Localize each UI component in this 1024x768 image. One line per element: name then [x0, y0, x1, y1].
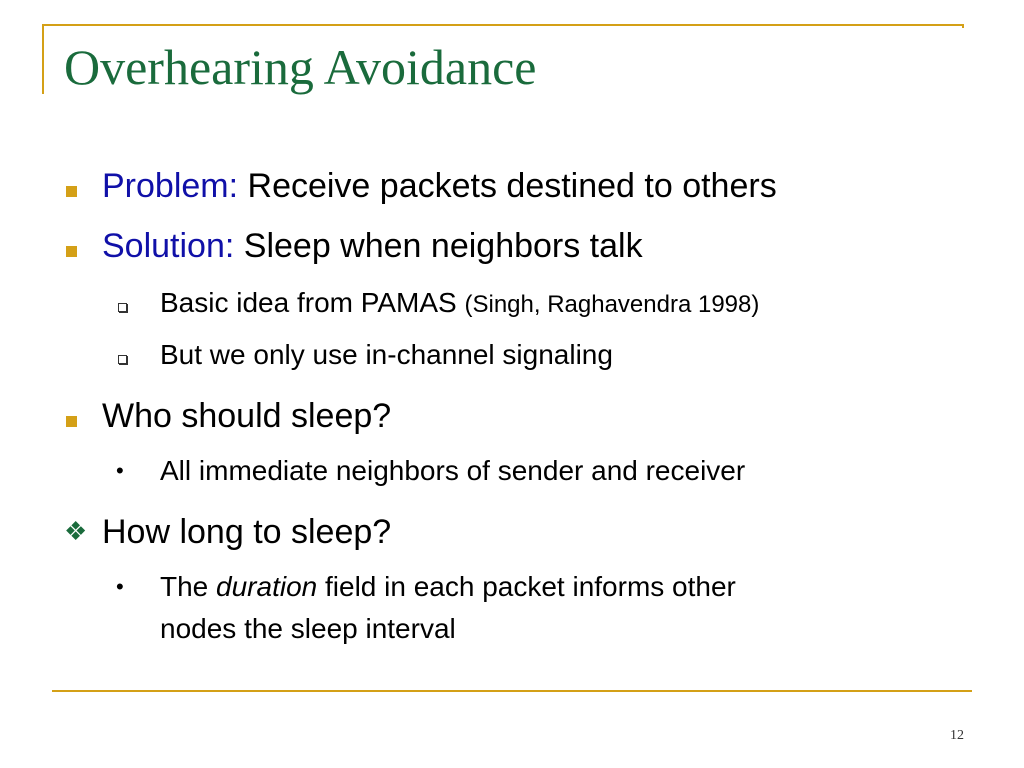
solution-text: Sleep when neighbors talk	[234, 227, 643, 265]
problem-label: Problem:	[102, 167, 239, 205]
hollow-square-bullet-icon	[118, 355, 127, 364]
slide-title: Overhearing Avoidance	[64, 39, 537, 95]
frame-bottom-line	[52, 690, 972, 692]
square-bullet-icon	[66, 246, 77, 257]
hollow-square-bullet-icon	[118, 303, 127, 312]
who-text: Who should sleep?	[102, 397, 392, 435]
duration-pre: The	[160, 571, 217, 602]
square-bullet-icon	[66, 186, 77, 197]
frame-right-line	[962, 24, 964, 28]
bullet-how-long	[102, 514, 391, 551]
dot-bullet-icon: •	[116, 458, 124, 483]
in-channel-text: But we only use in-channel signaling	[160, 339, 613, 370]
basic-idea-text: Basic idea from PAMAS	[160, 287, 465, 318]
page-number: 12	[950, 728, 964, 743]
basic-idea-citation: (Singh, Raghavendra 1998)	[464, 291, 760, 318]
bullet-in-channel	[160, 340, 613, 371]
bullet-basic-idea	[160, 288, 759, 319]
bullet-problem	[102, 168, 777, 205]
duration-line2: nodes the sleep interval	[160, 613, 456, 644]
dot-bullet-icon: •	[116, 574, 124, 599]
bullet-duration-line2	[160, 614, 456, 645]
duration-italic: duration	[216, 571, 318, 602]
bullet-who-should-sleep	[102, 398, 391, 435]
problem-text: Receive packets destined to others	[238, 167, 777, 205]
square-bullet-icon	[66, 416, 77, 427]
frame-left-line	[42, 24, 44, 94]
neighbors-text: All immediate neighbors of sender and receiver	[160, 455, 746, 486]
frame-top-line	[42, 24, 964, 26]
bullet-solution	[102, 228, 643, 265]
bullet-duration	[160, 572, 736, 603]
bullet-neighbors	[160, 456, 745, 487]
four-diamond-bullet-icon: ❖	[64, 516, 88, 546]
how-long-text: How long to sleep?	[102, 513, 392, 551]
duration-post: field in each packet informs other	[317, 571, 736, 602]
solution-label: Solution:	[102, 227, 235, 265]
